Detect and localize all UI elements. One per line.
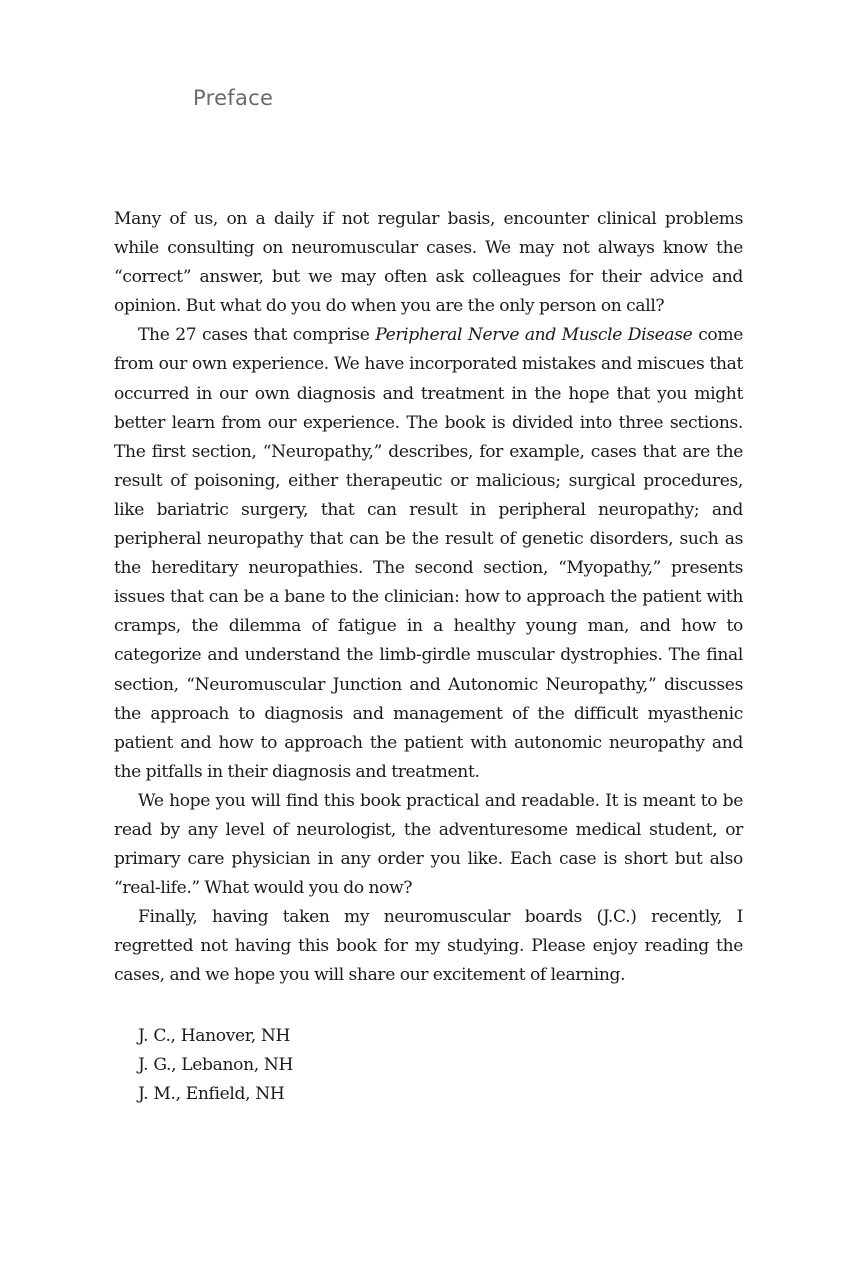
preface-heading: Preface xyxy=(193,86,274,110)
paragraph-sections xyxy=(114,321,743,787)
preface-body xyxy=(114,205,743,991)
paragraph-sections-rest: come from our own experience. We have incorporated mistakes and miscues that occurred in our own diagnosis and treatment in the hope that you might better learn from our experience. The book is divided into three sections. The first section, “Neuropathy,” describes, for example, cases that are the result of poisoning, either therapeutic or malicious; surgical procedures, like bariatric surgery, that can result in peripheral neuropathy; and peripheral neuropathy that can be the result of genetic disorders, such as the hereditary neuropathies. The second section, “Myopathy,” presents issues that can be a bane to the clinician: how to approach the patient with cramps, the dilemma of fatigue in a healthy young man, and how to categorize and understand the limb-girdle muscular dystrophies. The final section, “Neuromuscular Junction and Autonomic Neuropathy,” discusses the approach to diagnosis and management of the difficult myasthenic patient and how to approach the patient with autonomic neuropathy and the pitfalls in their diagnosis and treatment. xyxy=(114,325,743,782)
paragraph-readership: We hope you will find this book practical and readable. It is meant to be read by any level of neurologist, the adventuresome medical student, or primary care physician in any order you like. Each case is short but also “real-life.” What would you do now? xyxy=(114,790,743,899)
signature-line: J. C., Hanover, NH xyxy=(138,1026,291,1046)
paragraph-closing: Finally, having taken my neuromuscular boards (J.C.) recently, I regretted not having this book for my studying. Please enjoy reading the cases, and we hope you will share our excitement of learning. xyxy=(114,907,743,986)
paragraph-sections-lead: The 27 cases that comprise xyxy=(138,325,376,346)
author-signatures xyxy=(138,1022,293,1109)
book-title: Peripheral Nerve and Muscle Disease xyxy=(375,325,693,346)
paragraph-intro: Many of us, on a daily if not regular basis, encounter clinical problems while consulting on neuromuscular cases. We may not always know the “correct” answer, but we may often ask colleagues for their advice and opinion. But what do you do when you are the only person on call? xyxy=(114,209,743,317)
signature-line: J. G., Lebanon, NH xyxy=(138,1055,294,1076)
signature-line: J. M., Enfield, NH xyxy=(138,1084,285,1105)
